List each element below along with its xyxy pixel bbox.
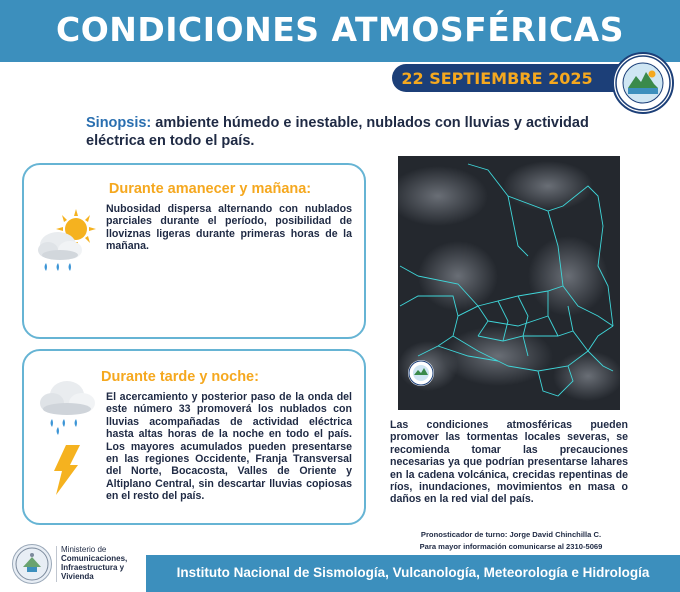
- ministry-divider: [56, 546, 57, 582]
- cloud-rain-icon: [34, 375, 100, 442]
- guatemala-emblem-icon: [12, 544, 52, 584]
- forecaster-name: Pronosticador de turno: Jorge David Chinchilla C.: [420, 530, 602, 539]
- ministry-logo: [10, 542, 146, 588]
- ministry-line-4: Vivienda: [61, 572, 94, 581]
- satellite-map: [398, 156, 620, 410]
- warning-text: Las condiciones atmosféricas pueden promover las tormentas locales severas, se recomienda tomar las precauciones necesarias ya que podrían presentarse lahares en la cadena volcánica, crecidas repentinas de ríos, inundaciones, movimientos en masa o daños en la red vial del país.: [390, 419, 628, 506]
- lightning-icon: [52, 445, 82, 500]
- page-title: CONDICIONES ATMOSFÉRICAS: [56, 10, 624, 49]
- morning-card: [22, 163, 366, 339]
- ministry-line-2: Comunicaciones,: [61, 554, 128, 563]
- synopsis-text: ambiente húmedo e inestable, nublados con lluvias y actividad eléctrica en todo el país.: [86, 115, 589, 149]
- morning-text: Nubosidad dispersa alternando con nublados parciales durante el período, posibilidad de lloviznas ligeras durante primeras horas de la mañana.: [106, 203, 352, 253]
- forecaster-info: [380, 529, 642, 553]
- ministry-name: [61, 545, 151, 581]
- header-bar: [0, 0, 680, 62]
- footer-bar: [146, 555, 680, 592]
- institution-name: Instituto Nacional de Sismología, Vulcanología, Meteorología e Hidrología: [176, 565, 650, 580]
- synopsis-label: Sinopsis:: [86, 115, 152, 131]
- date-text: 22 SEPTIEMBRE 2025: [401, 69, 593, 88]
- morning-title: Durante amanecer y mañana:: [108, 181, 312, 197]
- sun-cloud-rain-icon: [34, 203, 100, 284]
- synopsis: [86, 114, 606, 150]
- contact-info: Para mayor información comunicarse al 2310-5069: [419, 542, 603, 551]
- ministry-line-3: Infraestructura y: [61, 563, 125, 572]
- afternoon-card: [22, 349, 366, 525]
- satellite-seal-logo: [408, 360, 434, 386]
- ministry-line-1: Ministerio de: [61, 545, 107, 554]
- insivumeh-seal-logo: [612, 52, 674, 114]
- date-badge: [392, 64, 620, 92]
- afternoon-text: El acercamiento y posterior paso de la onda del este número 33 promoverá los nublados con lluvias acompañadas de actividad eléctrica hasta altas horas de la noche en todo el país. Los mayores acumulados pueden presentarse en las regiones Occidente, Franja Transversal del Norte, Bocacosta, Valles de Oriente y Altiplano Central, sin descartar lluvias copiosas en el resto del país.: [106, 391, 352, 503]
- afternoon-title: Durante tarde y noche:: [101, 369, 259, 385]
